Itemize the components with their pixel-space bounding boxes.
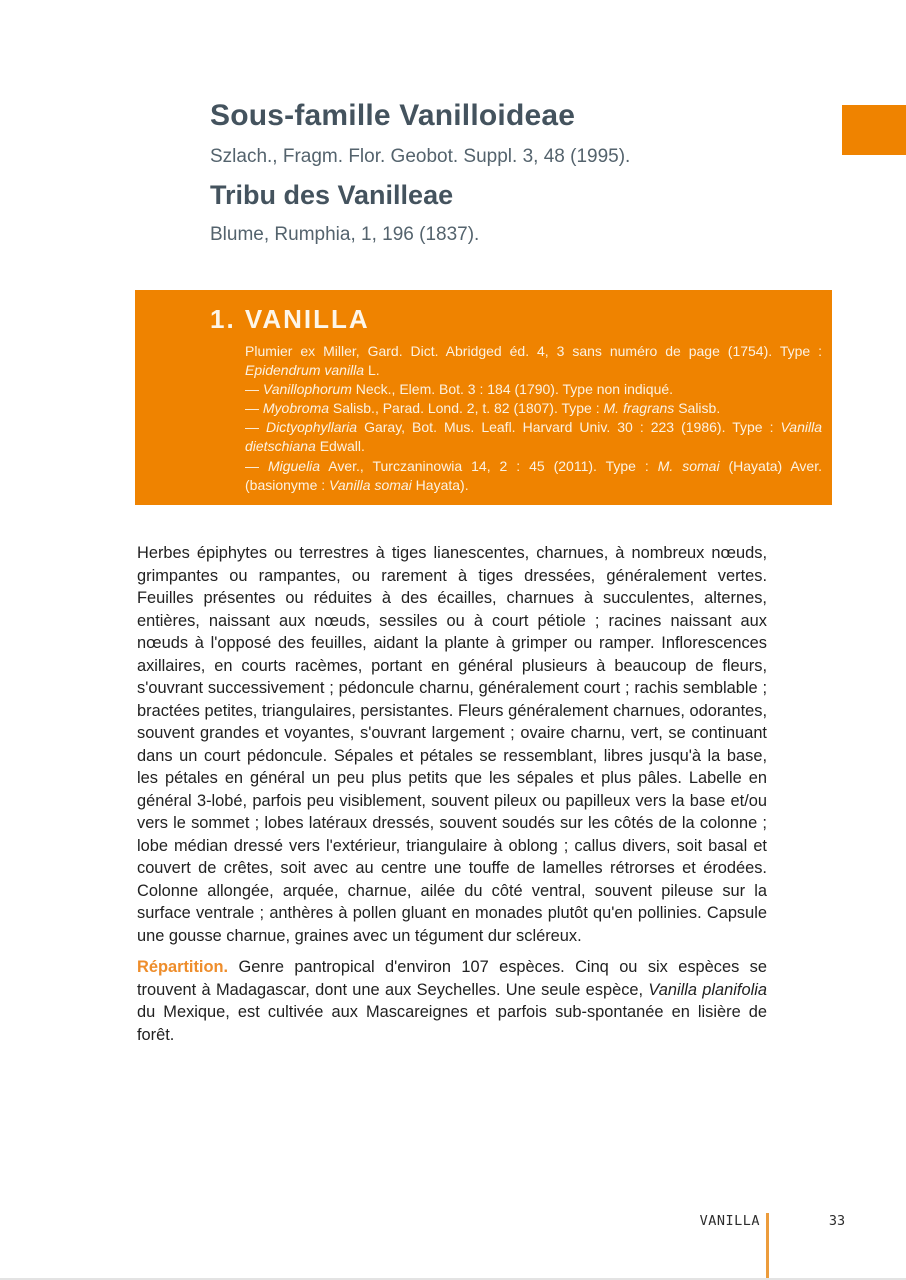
subfamily-citation: Szlach., Fragm. Flor. Geobot. Suppl. 3, 48 (1995). — [210, 146, 631, 167]
genus-description-paragraph: Herbes épiphytes ou terrestres à tiges lianescentes, charnues, à nombreux nœuds, grimpantes ou rampantes, ou rarement à tiges dressées, généralement vertes. Feuilles présentes ou réduites à des écailles, charnues à succulentes, alternes, entières, naissant aux nœuds, sessiles ou à court pétiole ; racines naissant aux nœuds à l'opposé des feuilles, aidant la plante à grimper ou ramper. Inflorescences axillaires, en courts racèmes, portant en général plusieurs à beaucoup de fleurs, s'ouvrant successivement ; pédoncule charnu, généralement court ; rachis semblable ; bractées petites, triangulaires, persistantes. Fleurs généralement charnues, odorantes, souvent grandes et voyantes, s'ouvrant largement ; ovaire charnu, vert, se continuant dans un court pédoncule. Sépales et pétales se ressemblant, libres jusqu'à la base, les pétales en général un peu plus petits que les sépales et plus pâles. Labelle en général 3-lobé, parfois peu visiblement, souvent pileux ou papilleux vers la base et/ou vers le sommet ; lobes latéraux dressés, souvent soudés sur les côtés de la colonne ; lobe médian dressé vers l'extérieur, triangulaire à oblong ; callus divers, soit basal et couvert de crêtes, soit avec au centre une touffe de lamelles rétrorses et érodées. Colonne allongée, arquée, charnue, ailée du côté ventral, souvent pileuse sur la surface ventrale ; anthères à pollen gluant en monades plutôt qu'en pollinies. Capsule une gousse charnue, graines avec un tégument dur scléreux. — [137, 544, 767, 945]
genus-box — [135, 290, 832, 505]
synonymy-paragraph: — Vanillophorum Neck., Elem. Bot. 3 : 184 (1790). Type non indiqué. — [245, 381, 674, 398]
tribe-citation: Blume, Rumphia, 1, 196 (1837). — [210, 224, 480, 245]
synonymy-block — [245, 342, 822, 495]
subfamily-title: Sous-famille Vanilloideae — [210, 99, 576, 132]
synonymy-paragraph: — Miguelia Aver., Turczaninowia 14, 2 : 45 (2011). Type : M. somai (Hayata) Aver. (basionyme : Vanilla somai Hayata). — [245, 457, 822, 493]
synonymy-paragraph: — Myobroma Salisb., Parad. Lond. 2, t. 82 (1807). Type : M. fragrans Salisb. — [245, 400, 721, 417]
repartition-paragraph: Répartition. Genre pantropical d'environ 107 espèces. Cinq ou six espèces se trouvent à Madagascar, dont une aux Seychelles. Une seule espèce, Vanilla planifolia du Mexique, est cultivée aux Mascareignes et parfois sub-spontanée en lisière de forêt. — [137, 958, 767, 1044]
chapter-edge-tab — [842, 105, 906, 155]
page-number: 33 — [828, 1213, 846, 1229]
genus-heading: 1. VANILLA — [210, 304, 370, 334]
synonymy-paragraph: — Dictyophyllaria Garay, Bot. Mus. Leafl. Harvard Univ. 30 : 223 (1986). Type : Vanilla dietschiana Edwall. — [245, 419, 822, 455]
footer-orange-rule — [766, 1213, 769, 1280]
footer-running-title: VANILLA — [699, 1213, 760, 1229]
synonymy-paragraph: Plumier ex Miller, Gard. Dict. Abridged éd. 4, 3 sans numéro de page (1754). Type : Epidendrum vanilla L. — [245, 343, 822, 379]
tribe-title: Tribu des Vanilleae — [210, 180, 454, 210]
